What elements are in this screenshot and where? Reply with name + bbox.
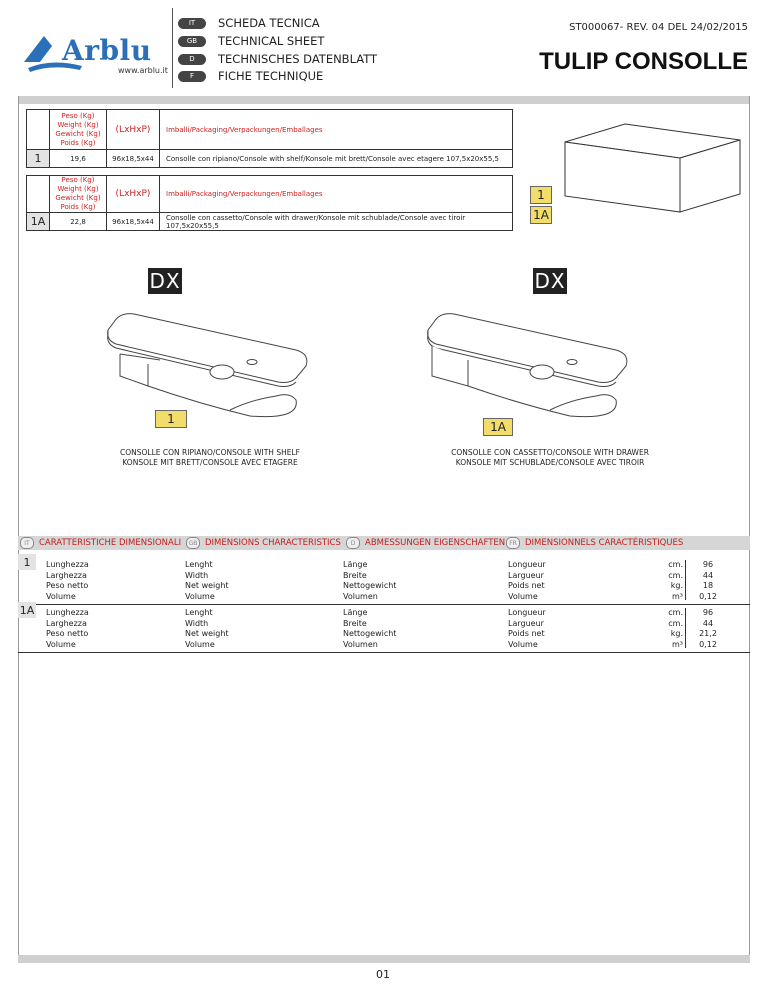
lang-title: TECHNICAL SHEET: [218, 34, 325, 48]
dimension-row-1a: [18, 602, 750, 653]
side-label-dx: DX: [149, 269, 181, 293]
col-gb: Lenght Width Net weight Volume: [185, 608, 229, 649]
lang-row-gb: [178, 32, 324, 50]
col-it: Lunghezza Larghezza Peso netto Volume: [46, 560, 89, 601]
package-dims: 96x18,5x44: [107, 150, 160, 168]
col-de: Länge Breite Nettogewicht Volumen: [343, 560, 397, 601]
col-fr: Longueur Largueur Poids net Volume: [508, 608, 546, 649]
document-title: TULIP CONSOLLE: [539, 48, 748, 75]
dim-header: (LxHxP): [107, 176, 160, 213]
blank-cell: [27, 110, 50, 150]
dim-header-label: ABMESSUNGEN EIGENSCHAFTEN: [365, 538, 506, 548]
lang-title: TECHNISCHES DATENBLATT: [218, 52, 378, 66]
dim-header-label: CARATTERISTICHE DIMENSIONALI: [39, 538, 182, 548]
package-dims: 96x18,5x44: [107, 213, 160, 231]
dim-header-it: [20, 536, 181, 550]
dimension-row-1: [18, 554, 750, 605]
lang-badge: D: [178, 54, 206, 65]
lang-badge: GB: [178, 36, 206, 47]
blank-cell: [27, 176, 50, 213]
package-description: Consolle con ripiano/Console with shelf/Konsole mit brett/Console avec etagere 107,5x20x55,5: [160, 150, 513, 168]
product-index-1a: 1A: [483, 418, 513, 436]
console-shelf-drawing: [100, 300, 320, 420]
bottom-bar: [18, 955, 750, 963]
lang-badge: IT: [178, 18, 206, 29]
package-description: Consolle con cassetto/Console with drawer/Konsole mit schublade/Console avec tiroir 107,5x20x55,5: [160, 213, 513, 231]
product-caption-1a: CONSOLLE CON CASSETTO/CONSOLE WITH DRAWER KONSOLE MIT SCHUBLADE/CONSOLE AVEC TIROIR: [451, 448, 649, 467]
lang-row-f: [178, 67, 323, 85]
logo-url[interactable]: www.arblu.it: [118, 66, 168, 75]
package-table-2: [26, 175, 513, 231]
package-weight: 22,8: [50, 213, 107, 231]
col-it: Lunghezza Larghezza Peso netto Volume: [46, 608, 89, 649]
row-index: 1: [18, 554, 36, 570]
box-label-1a: 1A: [530, 206, 552, 224]
col-values: 96 44 21,2 0,12: [699, 608, 717, 649]
col-fr: Longueur Largueur Poids net Volume: [508, 560, 546, 601]
package-box-icon: [555, 110, 745, 220]
pack-header: Imballi/Packaging/Verpackungen/Emballages: [160, 110, 513, 150]
lang-title: FICHE TECHNIQUE: [218, 69, 324, 83]
dim-header-code: D: [346, 537, 360, 549]
dim-header-d: [346, 536, 505, 550]
product-index-1: 1: [155, 410, 187, 428]
page-number: 01: [376, 968, 390, 981]
dim-header: (LxHxP): [107, 110, 160, 150]
package-table-1: [26, 109, 513, 168]
col-units: cm. cm. kg. m³: [633, 608, 686, 648]
package-index: 1: [27, 150, 50, 168]
header-divider: [172, 8, 173, 88]
col-de: Länge Breite Nettogewicht Volumen: [343, 608, 397, 649]
col-gb: Lenght Width Net weight Volume: [185, 560, 229, 601]
dim-header-label: DIMENSIONS CHARACTERISTICS: [205, 538, 341, 548]
package-weight: 19,6: [50, 150, 107, 168]
lang-row-d: [178, 50, 377, 68]
document-reference: ST000067- REV. 04 DEL 24/02/2015: [569, 22, 748, 33]
lang-badge: F: [178, 71, 206, 82]
package-index: 1A: [27, 213, 50, 231]
product-caption-1: CONSOLLE CON RIPIANO/CONSOLE WITH SHELF KONSOLE MIT BRETT/CONSOLE AVEC ETAGERE: [120, 448, 300, 467]
lang-row-it: [178, 14, 320, 32]
lang-title: SCHEDA TECNICA: [218, 16, 320, 30]
dim-header-code: FR: [506, 537, 520, 549]
console-drawer-drawing: [420, 300, 640, 420]
weight-header: Peso (Kg) Weight (Kg) Gewicht (Kg) Poids (Kg): [50, 110, 107, 150]
side-label-dx: DX: [534, 269, 566, 293]
dimensions-header: [18, 536, 750, 550]
logo-text: Arblu: [62, 34, 152, 67]
col-values: 96 44 18 0,12: [699, 560, 717, 601]
row-index: 1A: [19, 603, 35, 617]
dim-header-code: IT: [20, 537, 34, 549]
weight-header: Peso (Kg) Weight (Kg) Gewicht (Kg) Poids (Kg): [50, 176, 107, 213]
dim-header-label: DIMENSIONNELS CARACTÉRISTIQUES: [525, 538, 684, 548]
dim-header-fr: [506, 536, 683, 550]
box-label-1: 1: [530, 186, 552, 204]
dim-header-code: GB: [186, 537, 200, 549]
col-units: cm. cm. kg. m³: [633, 560, 686, 600]
pack-header: Imballi/Packaging/Verpackungen/Emballages: [160, 176, 513, 213]
dim-header-gb: [186, 536, 341, 550]
